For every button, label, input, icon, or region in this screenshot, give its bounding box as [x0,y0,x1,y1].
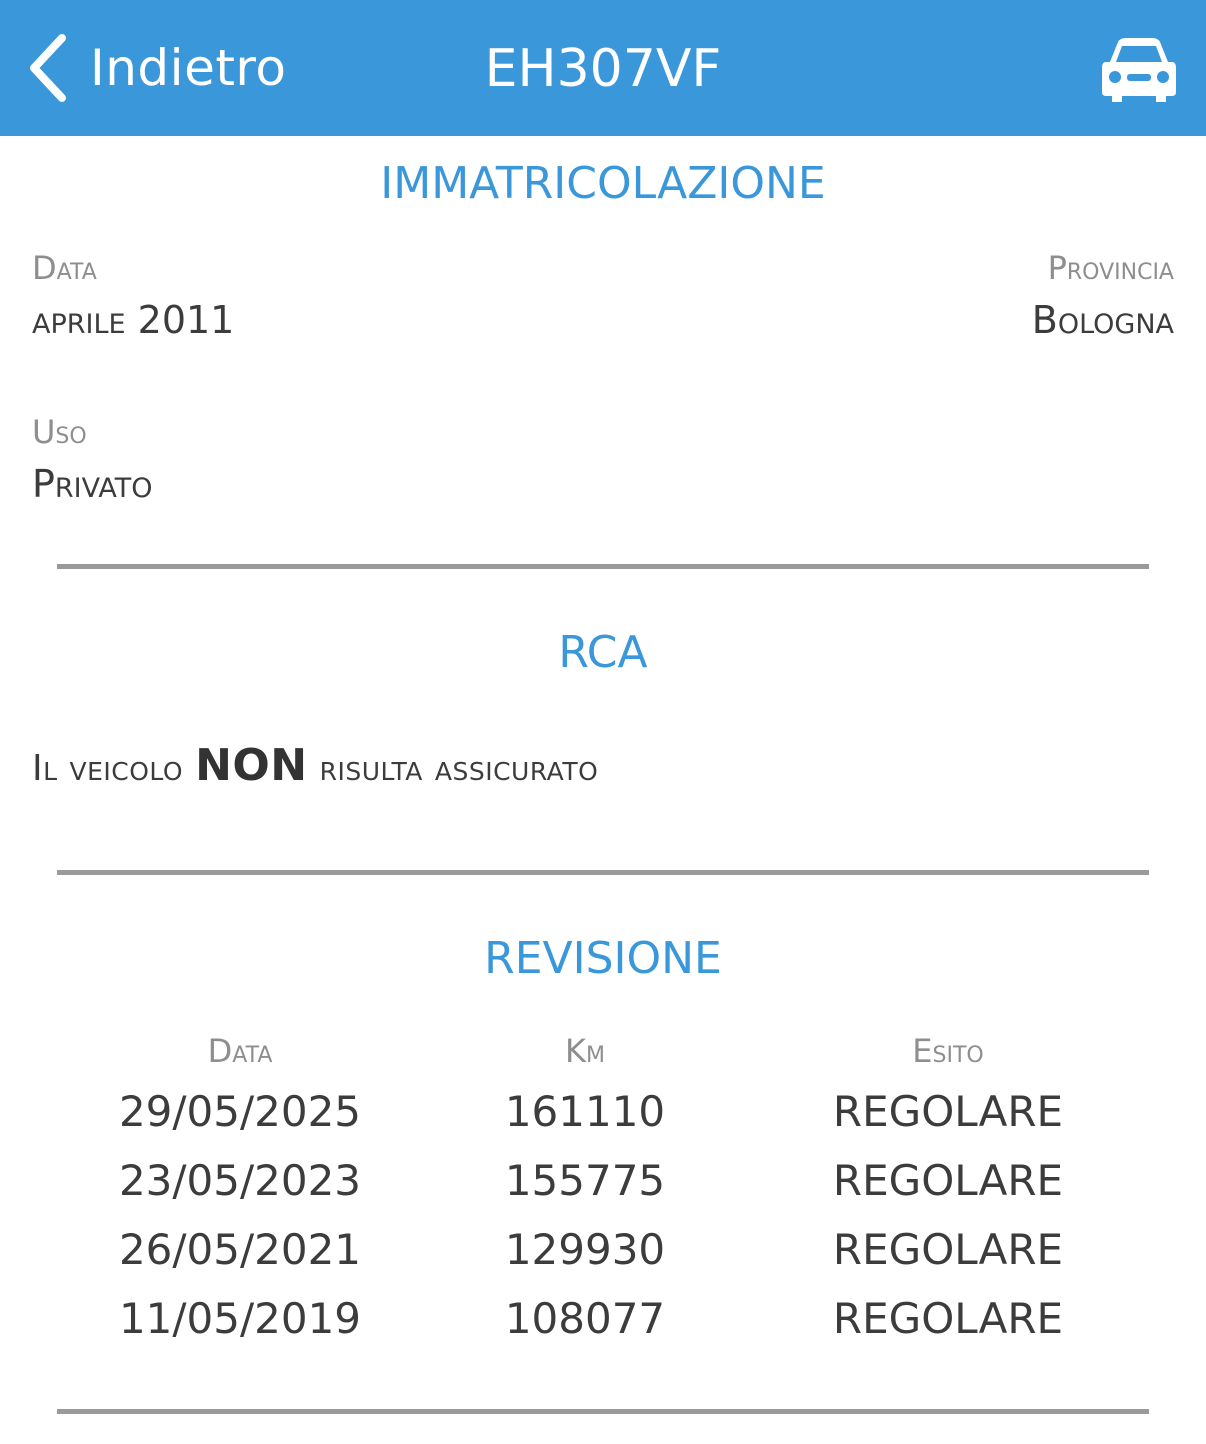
table-header [60,1025,1146,1077]
revision-table [60,1025,1146,1353]
chevron-left-icon [28,34,68,102]
revision-date: 26/05/2021 [118,1225,362,1274]
data-label: Data [32,249,97,287]
column-header-data: Data [207,1032,273,1070]
revision-result: REGOLARE [832,1087,1064,1136]
car-button[interactable] [1100,36,1178,104]
revision-km: 155775 [504,1156,666,1205]
provincia-label: Provincia [1047,249,1174,287]
section-title-rca: RCA [558,627,648,678]
back-button-label: Indietro [90,39,287,97]
revision-km: 161110 [504,1087,666,1136]
revision-km: 129930 [504,1225,666,1274]
back-button[interactable] [28,30,286,106]
revision-result: REGOLARE [832,1294,1064,1343]
nav-bar [0,0,1206,136]
car-icon [1100,36,1178,104]
divider [57,1409,1149,1414]
insurance-message-before: Il veicolo [32,748,184,789]
provincia-value: Bologna [1031,298,1174,342]
divider [57,564,1149,569]
revision-km: 108077 [504,1294,666,1343]
table-row [60,1284,1146,1353]
revision-date: 23/05/2023 [118,1156,362,1205]
divider [57,870,1149,875]
revision-result: REGOLARE [832,1156,1064,1205]
section-title-immatricolazione: IMMATRICOLAZIONE [380,158,826,209]
table-row [60,1215,1146,1284]
revision-result: REGOLARE [832,1225,1064,1274]
data-value: aprile 2011 [32,298,235,342]
revision-date: 11/05/2019 [118,1294,362,1343]
uso-value: Privato [32,462,153,506]
revision-date: 29/05/2025 [118,1087,362,1136]
column-header-km: Km [565,1032,605,1070]
table-row [60,1146,1146,1215]
column-header-esito: Esito [912,1032,984,1070]
uso-label: Uso [32,413,87,451]
page-title: EH307VF [484,39,722,99]
table-row [60,1077,1146,1146]
section-title-revisione: REVISIONE [484,933,722,984]
insurance-status-message [32,738,598,797]
insurance-message-emphasis: NON [195,740,308,791]
insurance-message-after: risulta assicurato [319,748,599,789]
